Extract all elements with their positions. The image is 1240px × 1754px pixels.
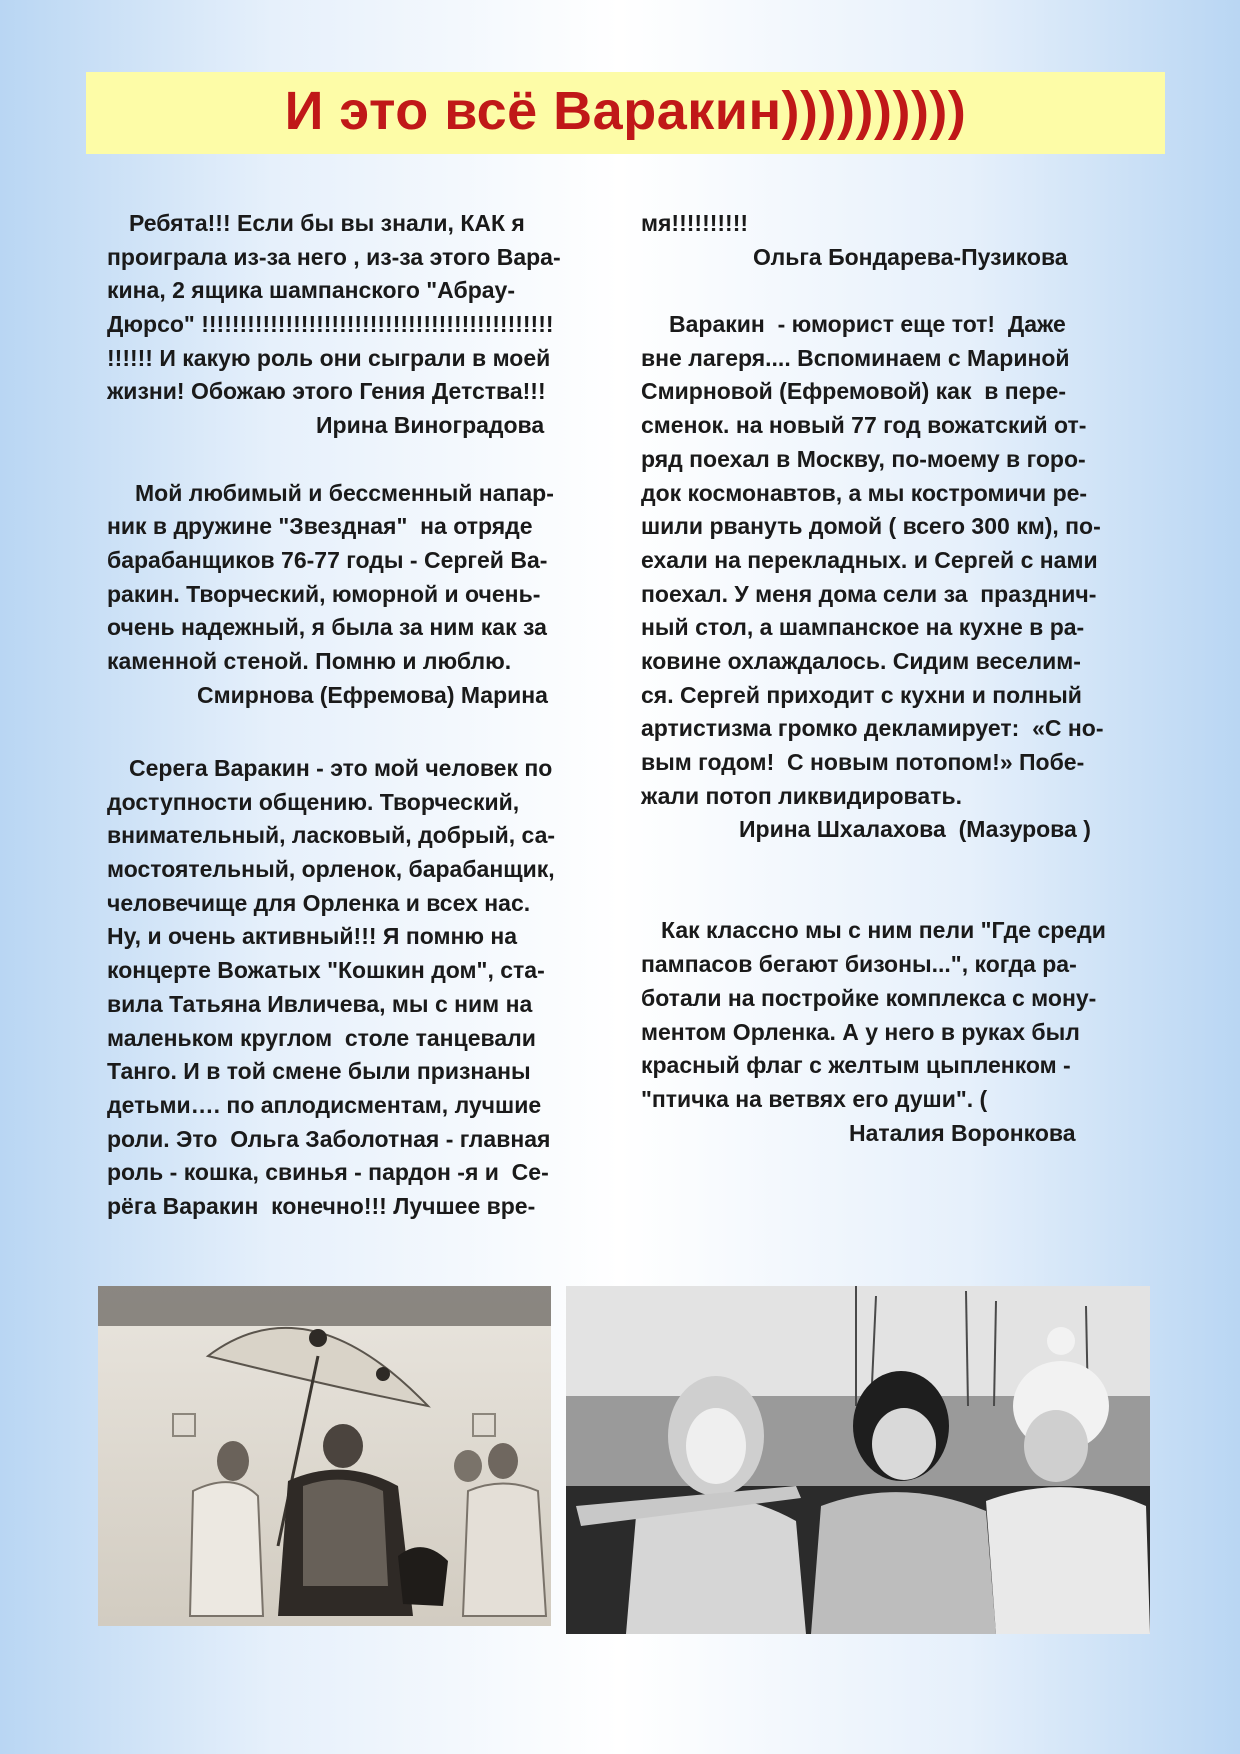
text-line: Дюрсо" !!!!!!!!!!!!!!!!!!!!!!!!!!!!!!!!!!!!!!!!!!!!!! (107, 311, 554, 338)
text-line: "птичка на ветвях его души". ( (641, 1085, 988, 1112)
paragraph-1 (107, 207, 617, 409)
text-line: внимательный, ласковый, добрый, са- (107, 822, 556, 849)
text-line: шили рвануть домой ( всего 300 км), по- (641, 513, 1101, 540)
text-line: Как классно мы с ним пели "Где среди (661, 917, 1106, 944)
paragraph-2 (107, 477, 617, 679)
text-line: рёга Варакин конечно!!! Лучшее вре- (107, 1192, 536, 1219)
text-line: артистизма громко декламирует: «С но- (641, 715, 1104, 742)
paragraph-3 (107, 752, 617, 1224)
text-line: доступности общению. Творческий, (107, 788, 520, 815)
title-banner (86, 72, 1165, 154)
text-line: маленьком круглом столе танцевали (107, 1024, 536, 1051)
text-line: барабанщиков 76-77 годы - Сергей Ва- (107, 546, 548, 573)
text-line: кина, 2 ящика шампанского "Абрау- (107, 277, 515, 304)
text-line: человечище для Орленка и всех нас. (107, 889, 531, 916)
text-line: сменок. на новый 77 год вожатский от- (641, 412, 1087, 439)
text-line: жали потоп ликвидировать. (641, 782, 962, 809)
text-line: ковине охлаждалось. Сидим веселим- (641, 647, 1081, 674)
text-line: док космонавтов, а мы костромичи ре- (641, 479, 1088, 506)
text-line: концерте Вожатых "Кошкин дом", ста- (107, 957, 545, 984)
text-line: Смирновой (Ефремовой) как в пере- (641, 378, 1066, 405)
text-line: ехали на перекладных. и Сергей с нами (641, 546, 1098, 573)
text-line: ракин. Творческий, юморной и очень- (107, 580, 541, 607)
text-line: Варакин - юморист еще тот! Даже (669, 311, 1066, 338)
signature: Ольга Бондарева-Пузикова (753, 243, 1068, 270)
text-line: Серега Варакин - это мой человек по (129, 755, 553, 781)
photo-umbrella-stage (98, 1286, 551, 1626)
left-column (107, 207, 617, 1224)
text-line: пампасов бегают бизоны...", когда ра- (641, 951, 1077, 978)
page-title: И это всё Варакин)))))))))) (284, 81, 967, 141)
text-line: ментом Орленка. А у него в руках был (641, 1018, 1080, 1045)
text-line: ряд поехал в Москву, по-моему в горо- (641, 445, 1086, 472)
right-column (641, 207, 1161, 1150)
text-line: роль - кошка, свинья - пардон -я и Се- (107, 1159, 549, 1186)
text-line: проиграла из-за него , из-за этого Вара- (107, 243, 561, 270)
signature: Смирнова (Ефремова) Марина (197, 681, 548, 708)
signature: Ирина Шхалахова (Мазурова ) (739, 816, 1091, 843)
text-line: роли. Это Ольга Заболотная - главная (107, 1125, 551, 1152)
paragraph-4 (641, 308, 1161, 813)
text-line: детьми…. по аплодисментам, лучшие (107, 1091, 542, 1118)
text-line: вила Татьяна Ивличева, мы с ним на (107, 990, 533, 1017)
signature: Наталия Воронкова (849, 1119, 1076, 1146)
signature: Ирина Виноградова (316, 412, 545, 439)
text-line: поехал. У меня дома сели за празднич- (641, 580, 1097, 607)
text-line: Ребята!!! Если бы вы знали, КАК я (129, 210, 525, 236)
text-line: ник в дружине "Звездная" на отряде (107, 513, 533, 540)
photo-group-outdoor (566, 1286, 1150, 1634)
text-line: Ну, и очень активный!!! Я помню на (107, 923, 518, 950)
text-line: каменной стеной. Помню и люблю. (107, 647, 512, 674)
text-line: вым годом! С новым потопом!» Побе- (641, 749, 1085, 775)
text-line: мя!!!!!!!!!! (641, 210, 749, 236)
text-line: !!!!!! И какую роль они сыграли в моей (107, 344, 551, 371)
text-line: Мой любимый и бессменный напар- (135, 479, 554, 506)
text-line: ботали на постройке комплекса с мону- (641, 984, 1097, 1011)
text-line: вне лагеря.... Вспоминаем с Мариной (641, 344, 1070, 371)
text-line: жизни! Обожаю этого Гения Детства!!! (107, 378, 546, 405)
paragraph-5 (641, 914, 1161, 1116)
text-line: красный флаг с желтым цыпленком - (641, 1052, 1071, 1079)
text-line: Танго. И в той смене были признаны (107, 1058, 531, 1085)
text-line: очень надежный, я была за ним как за (107, 614, 547, 641)
text-line: ный стол, а шампанское на кухне в ра- (641, 614, 1085, 641)
text-line: ся. Сергей приходит с кухни и полный (641, 681, 1082, 708)
text-line: мостоятельный, орленок, барабанщик, (107, 856, 555, 883)
